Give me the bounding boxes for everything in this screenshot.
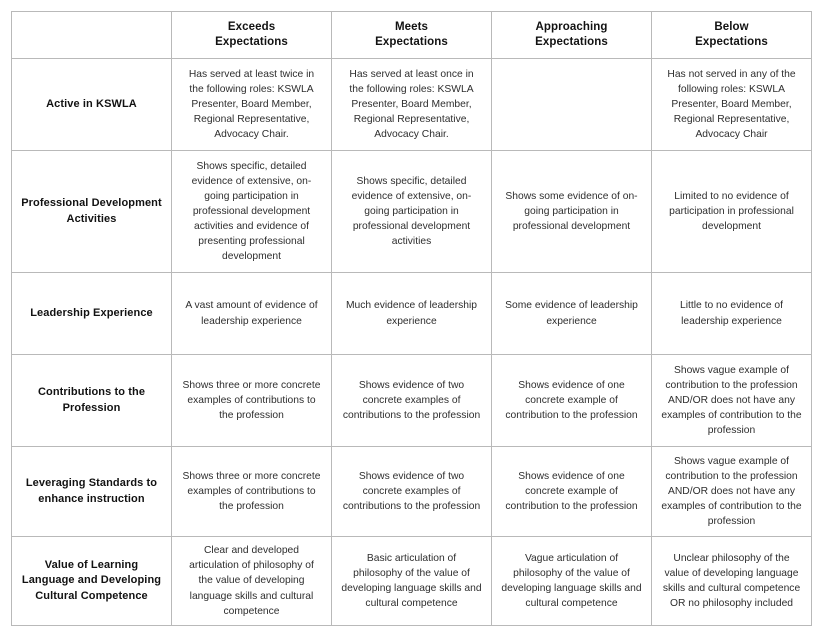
table-body [12,59,812,626]
cell-contributions-exceeds: Shows three or more concrete examples of contributions to the profession [172,355,332,447]
cell-contributions-meets: Shows evidence of two concrete examples of contributions to the profession [332,355,492,447]
cell-leveraging-standards-meets: Shows evidence of two concrete examples of contributions to the profession [332,447,492,537]
header-approaching-line1: Approaching [535,20,608,33]
cell-professional-development-approaching: Shows some evidence of on-going participation in professional development [492,151,652,273]
cell-contributions-below: Shows vague example of contribution to the profession AND/OR does not have any examples of contribution to the profession [652,355,812,447]
header-cell-meets-expectations [332,12,492,59]
header-cell-below-expectations [652,12,812,59]
table-row [12,151,812,273]
cell-value-of-learning-meets: Basic articulation of philosophy of the value of developing language skills and cultural competence [332,537,492,626]
cell-value-of-learning-below: Unclear philosophy of the value of developing language skills and cultural competence OR no philosophy included [652,537,812,626]
cell-leveraging-standards-approaching: Shows evidence of one concrete example of contribution to the profession [492,447,652,537]
criterion-label-value-of-learning-language: Value of Learning Language and Developing Cultural Competence [12,537,172,626]
header-meets-line2: Expectations [375,36,448,48]
table-row [12,355,812,447]
cell-value-of-learning-approaching: Vague articulation of philosophy of the value of developing language skills and cultural competence [492,537,652,626]
header-row [12,12,812,59]
cell-contributions-approaching: Shows evidence of one concrete example of contribution to the profession [492,355,652,447]
header-cell-criterion [12,12,172,59]
cell-leveraging-standards-below: Shows vague example of contribution to the profession AND/OR does not have any examples of contribution to the profession [652,447,812,537]
table-row [12,59,812,151]
table-row [12,447,812,537]
cell-leveraging-standards-exceeds: Shows three or more concrete examples of contributions to the profession [172,447,332,537]
cell-leadership-experience-below: Little to no evidence of leadership experience [652,273,812,355]
cell-leadership-experience-meets: Much evidence of leadership experience [332,273,492,355]
header-approaching-line2: Expectations [535,36,608,48]
cell-leadership-experience-exceeds: A vast amount of evidence of leadership experience [172,273,332,355]
table-header [12,12,812,59]
cell-active-in-kswla-approaching [492,59,652,151]
criterion-label-leadership-experience: Leadership Experience [12,273,172,355]
cell-active-in-kswla-meets: Has served at least once in the following roles: KSWLA Presenter, Board Member, Regional Representative, Advocacy Chair. [332,59,492,151]
header-cell-approaching-expectations [492,12,652,59]
header-exceeds-line1: Exceeds [227,20,276,33]
criterion-label-contributions-to-the-profession: Contributions to the Profession [12,355,172,447]
cell-leadership-experience-approaching: Some evidence of leadership experience [492,273,652,355]
cell-active-in-kswla-below: Has not served in any of the following roles: KSWLA Presenter, Board Member, Regional Representative, Advocacy Chair [652,59,812,151]
cell-professional-development-exceeds: Shows specific, detailed evidence of extensive, on-going participation in professional development activities and evidence of presenting professional development [172,151,332,273]
cell-value-of-learning-exceeds: Clear and developed articulation of philosophy of the value of developing language skills and cultural competence [172,537,332,626]
criterion-label-leveraging-standards: Leveraging Standards to enhance instruction [12,447,172,537]
cell-professional-development-below: Limited to no evidence of participation in professional development [652,151,812,273]
criterion-label-active-in-kswla: Active in KSWLA [12,59,172,151]
table-row [12,537,812,626]
cell-active-in-kswla-exceeds: Has served at least twice in the following roles: KSWLA Presenter, Board Member, Regional Representative, Advocacy Chair. [172,59,332,151]
cell-professional-development-meets: Shows specific, detailed evidence of extensive, on-going participation in professional development activities [332,151,492,273]
header-cell-exceeds-expectations [172,12,332,59]
evaluation-rubric-table [11,11,812,626]
header-exceeds-line2: Expectations [215,36,288,48]
criterion-label-professional-development-activities: Professional Development Activities [12,151,172,273]
header-below-line1: Below [714,20,749,33]
table-row [12,273,812,355]
header-below-line2: Expectations [695,36,768,48]
header-meets-line1: Meets [394,20,429,33]
